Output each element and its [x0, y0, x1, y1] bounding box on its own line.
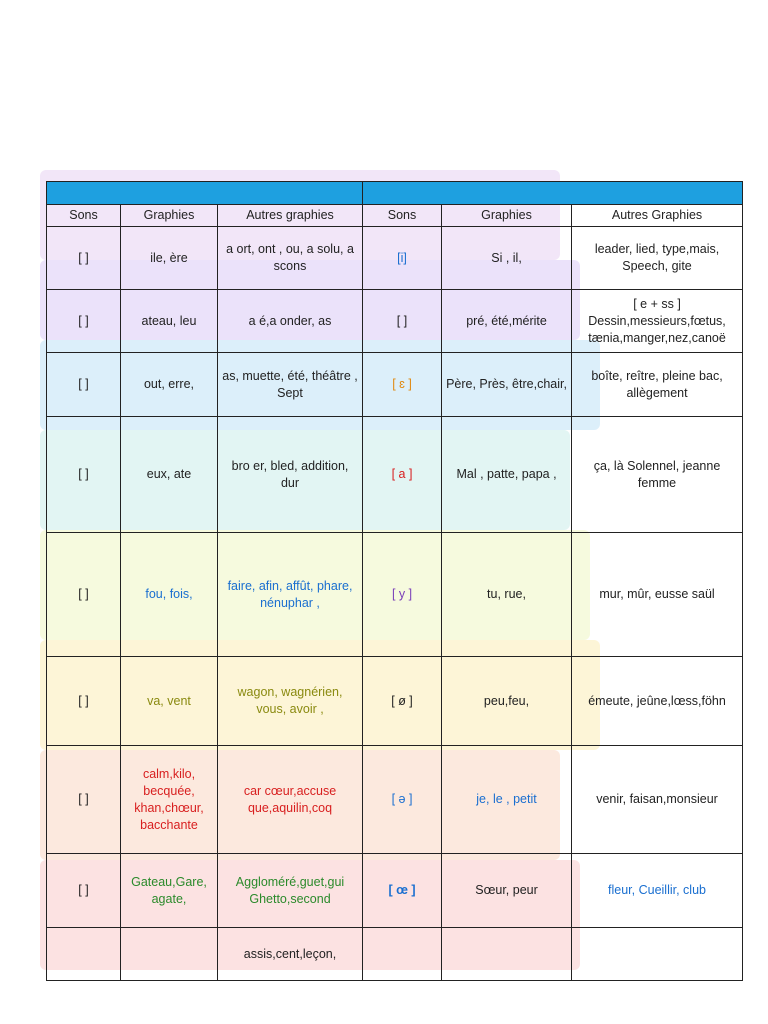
cell-graphies-right: Sœur, peur — [442, 854, 572, 928]
cell-autres: faire, afin, affût, phare, nénuphar , — [218, 533, 363, 657]
col-header-autres-graphies-2: Autres Graphies — [572, 205, 743, 227]
header-band-right — [363, 182, 743, 205]
cell-graphies-right — [442, 928, 572, 981]
cell-son: [ ] — [47, 533, 121, 657]
cell-autres-right: émeute, jeûne,lœss,föhn — [572, 657, 743, 746]
cell-graphies-right: peu,feu, — [442, 657, 572, 746]
cell-son-right: [ ø ] — [363, 657, 442, 746]
cell-graphies — [121, 928, 218, 981]
cell-autres: car cœur,accuse que,aquilin,coq — [218, 746, 363, 854]
cell-son: [ ] — [47, 227, 121, 290]
cell-autres-right: leader, lied, type,mais, Speech, gite — [572, 227, 743, 290]
cell-autres-right: venir, faisan,monsieur — [572, 746, 743, 854]
cell-son-right: [i] — [363, 227, 442, 290]
col-header-sons: Sons — [47, 205, 121, 227]
cell-son-right — [363, 928, 442, 981]
table-row — [47, 657, 743, 746]
col-header-autres-graphies: Autres graphies — [218, 205, 363, 227]
cell-autres-right: ça, là Solennel, jeanne femme — [572, 417, 743, 533]
header-band-left — [47, 182, 363, 205]
col-header-sons-2: Sons — [363, 205, 442, 227]
cell-graphies: Gateau,Gare, agate, — [121, 854, 218, 928]
cell-graphies-right: je, le , petit — [442, 746, 572, 854]
cell-son-right: [ ə ] — [363, 746, 442, 854]
table-row — [47, 417, 743, 533]
cell-graphies: fou, fois, — [121, 533, 218, 657]
cell-graphies: out, erre, — [121, 353, 218, 417]
cell-graphies-right: Si , il, — [442, 227, 572, 290]
cell-autres: a ort, ont , ou, a solu, a scons — [218, 227, 363, 290]
table-row — [47, 746, 743, 854]
cell-graphies-right: tu, rue, — [442, 533, 572, 657]
cell-autres-right: [ e + ss ] Dessin,messieurs,fœtus, tænia,manger,nez,canoë — [572, 290, 743, 353]
column-header-row — [47, 205, 743, 227]
cell-autres: assis,cent,leçon, — [218, 928, 363, 981]
cell-son-right: [ ɛ ] — [363, 353, 442, 417]
col-header-graphies-2: Graphies — [442, 205, 572, 227]
cell-son — [47, 928, 121, 981]
cell-autres: Aggloméré,guet,gui Ghetto,second — [218, 854, 363, 928]
cell-son-right: [ ] — [363, 290, 442, 353]
cell-son-right: [ a ] — [363, 417, 442, 533]
cell-autres-right — [572, 928, 743, 981]
cell-autres: as, muette, été, théâtre , Sept — [218, 353, 363, 417]
cell-graphies-right: Mal , patte, papa , — [442, 417, 572, 533]
cell-son: [ ] — [47, 657, 121, 746]
cell-graphies: ateau, leu — [121, 290, 218, 353]
cell-son: [ ] — [47, 353, 121, 417]
cell-autres: wagon, wagnérien, vous, avoir , — [218, 657, 363, 746]
table-row — [47, 227, 743, 290]
cell-son-right: [ y ] — [363, 533, 442, 657]
table-row — [47, 533, 743, 657]
phonetics-table — [46, 181, 743, 981]
col-header-graphies: Graphies — [121, 205, 218, 227]
cell-graphies-right: Père, Près, être,chair, — [442, 353, 572, 417]
cell-son-right: [ œ ] — [363, 854, 442, 928]
cell-autres-right: boîte, reître, pleine bac, allègement — [572, 353, 743, 417]
cell-son: [ ] — [47, 746, 121, 854]
cell-autres-right: fleur, Cueillir, club — [572, 854, 743, 928]
cell-graphies: eux, ate — [121, 417, 218, 533]
cell-graphies: ile, ère — [121, 227, 218, 290]
cell-autres: bro er, bled, addition, dur — [218, 417, 363, 533]
table-row — [47, 353, 743, 417]
table-row — [47, 854, 743, 928]
cell-graphies: va, vent — [121, 657, 218, 746]
cell-son: [ ] — [47, 854, 121, 928]
cell-son: [ ] — [47, 417, 121, 533]
header-band — [47, 182, 743, 205]
cell-autres: a é,a onder, as — [218, 290, 363, 353]
cell-graphies: calm,kilo, becquée, khan,chœur, bacchante — [121, 746, 218, 854]
cell-autres-right: mur, mûr, eusse saül — [572, 533, 743, 657]
cell-son: [ ] — [47, 290, 121, 353]
table-row — [47, 928, 743, 981]
table-row — [47, 290, 743, 353]
cell-graphies-right: pré, été,mérite — [442, 290, 572, 353]
